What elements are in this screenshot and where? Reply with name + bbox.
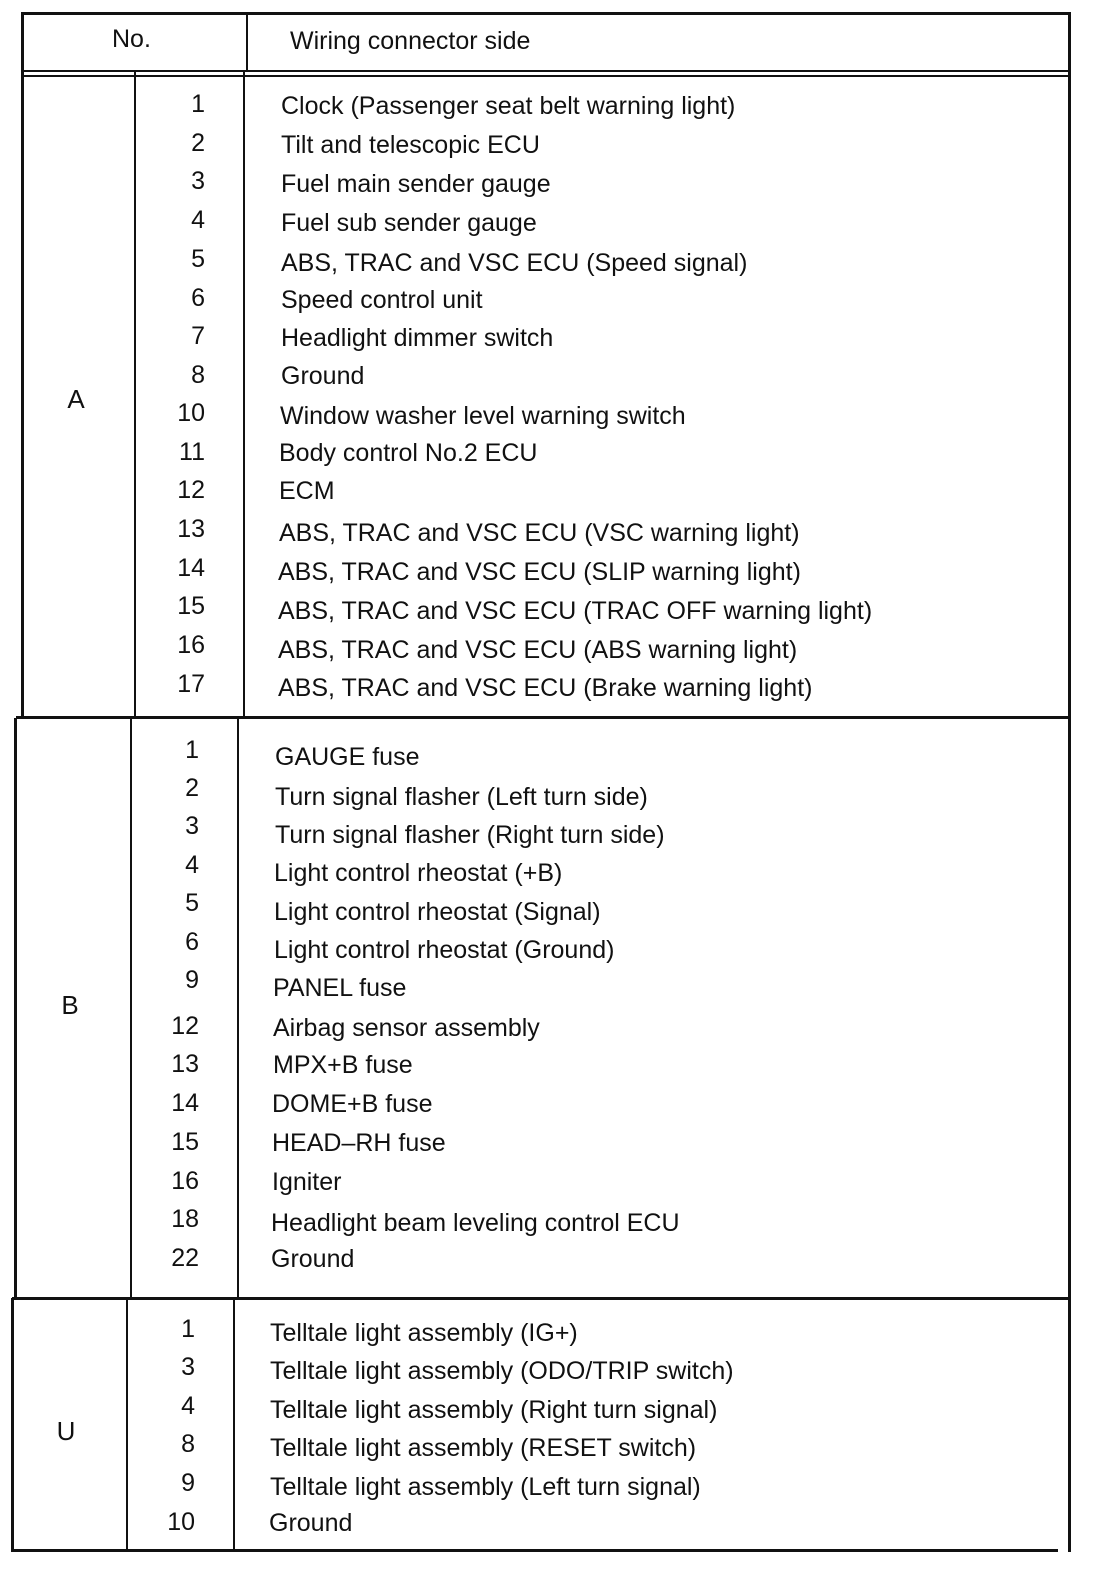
pin-number: 2 [191, 129, 205, 157]
pin-description: Tilt and telescopic ECU [281, 131, 540, 159]
group-divider [16, 716, 1069, 719]
pin-description: ABS, TRAC and VSC ECU (SLIP warning light) [278, 558, 801, 586]
pin-number: 5 [191, 245, 205, 273]
pin-description: ECM [279, 477, 335, 505]
pin-number: 6 [191, 284, 205, 312]
pin-description: Turn signal flasher (Left turn side) [275, 783, 648, 811]
pin-number: 2 [185, 774, 199, 802]
column-divider [233, 1298, 235, 1551]
pin-number: 7 [191, 322, 205, 350]
pin-description: Ground [281, 362, 365, 390]
pin-description: Airbag sensor assembly [273, 1014, 540, 1042]
column-divider [130, 718, 132, 1298]
pin-number: 14 [177, 554, 205, 582]
pin-number: 1 [181, 1315, 195, 1343]
pin-description: ABS, TRAC and VSC ECU (ABS warning light) [278, 636, 798, 664]
pin-description: ABS, TRAC and VSC ECU (Speed signal) [281, 249, 748, 277]
header-divider [22, 75, 1071, 77]
header-wiring-connector-side: Wiring connector side [290, 27, 531, 55]
table-border-right [1068, 12, 1071, 1552]
pin-description: Light control rheostat (Ground) [274, 936, 615, 964]
column-divider [134, 72, 136, 718]
pin-number: 18 [171, 1205, 199, 1233]
pin-description: GAUGE fuse [275, 743, 420, 771]
pin-number: 8 [191, 361, 205, 389]
pin-description: ABS, TRAC and VSC ECU (VSC warning light) [279, 519, 800, 547]
pin-number: 16 [177, 631, 205, 659]
pin-description: PANEL fuse [273, 974, 407, 1002]
group-label-b: B [61, 990, 79, 1020]
pin-number: 15 [177, 592, 205, 620]
pin-description: Ground [269, 1509, 353, 1537]
header-divider [22, 70, 1071, 72]
pin-number: 11 [179, 438, 205, 466]
pin-number: 4 [181, 1392, 195, 1420]
pin-description: MPX+B fuse [273, 1051, 413, 1079]
pin-number: 22 [171, 1244, 199, 1272]
pin-description: Telltale light assembly (Left turn signal) [270, 1473, 701, 1501]
pin-description: DOME+B fuse [272, 1090, 433, 1118]
column-divider [126, 1298, 128, 1551]
pin-number: 9 [181, 1469, 195, 1497]
pin-number: 6 [185, 928, 199, 956]
group-label-a: A [67, 384, 85, 414]
pin-number: 9 [185, 966, 199, 994]
group-label-u: U [56, 1416, 76, 1446]
group-divider [12, 1297, 1069, 1300]
pin-number: 10 [177, 399, 205, 427]
column-divider [246, 12, 248, 72]
pin-number: 17 [177, 670, 205, 698]
pin-description: Window washer level warning switch [280, 402, 686, 430]
pin-number: 12 [171, 1012, 199, 1040]
column-divider [237, 718, 239, 1298]
pin-number: 15 [171, 1128, 199, 1156]
header-no: No. [112, 25, 151, 53]
pin-description: Ground [271, 1245, 355, 1273]
pin-number: 3 [181, 1353, 195, 1381]
pin-description: Telltale light assembly (IG+) [270, 1319, 578, 1347]
pin-description: Light control rheostat (Signal) [274, 898, 601, 926]
pin-description: Fuel sub sender gauge [281, 209, 537, 237]
pin-description: ABS, TRAC and VSC ECU (Brake warning light) [278, 674, 813, 702]
pin-description: Speed control unit [281, 286, 483, 314]
table-border-left [11, 1298, 14, 1552]
pin-number: 3 [185, 812, 199, 840]
pin-description: Clock (Passenger seat belt warning light) [281, 92, 736, 120]
pin-number: 13 [171, 1050, 199, 1078]
pin-number: 16 [171, 1167, 199, 1195]
pin-number: 12 [177, 476, 205, 504]
table-border-left [21, 12, 24, 718]
table-border-bottom [12, 1549, 1058, 1552]
pin-number: 5 [185, 889, 199, 917]
pin-number: 14 [171, 1089, 199, 1117]
pin-description: HEAD–RH fuse [272, 1129, 446, 1157]
pin-number: 3 [191, 167, 205, 195]
pin-description: Light control rheostat (+B) [274, 859, 563, 887]
pin-number: 1 [185, 736, 199, 764]
pin-description: ABS, TRAC and VSC ECU (TRAC OFF warning light) [278, 597, 873, 625]
pin-description: Igniter [272, 1168, 342, 1196]
pin-description: Telltale light assembly (Right turn signal) [270, 1396, 718, 1424]
pin-description: Fuel main sender gauge [281, 170, 551, 198]
column-divider [243, 72, 245, 718]
pin-number: 1 [191, 90, 205, 118]
pin-number: 4 [185, 851, 199, 879]
pin-number: 8 [181, 1430, 195, 1458]
pin-description: Telltale light assembly (ODO/TRIP switch) [270, 1357, 734, 1385]
pin-number: 10 [167, 1508, 195, 1536]
pin-description: Telltale light assembly (RESET switch) [270, 1434, 697, 1462]
pin-description: Turn signal flasher (Right turn side) [275, 821, 665, 849]
pin-number: 4 [191, 206, 205, 234]
pin-number: 13 [177, 515, 205, 543]
pin-description: Headlight dimmer switch [281, 324, 554, 352]
table-border-top [22, 12, 1071, 15]
table-border-left [14, 718, 17, 1298]
pin-description: Headlight beam leveling control ECU [271, 1209, 680, 1237]
pin-description: Body control No.2 ECU [279, 439, 538, 467]
